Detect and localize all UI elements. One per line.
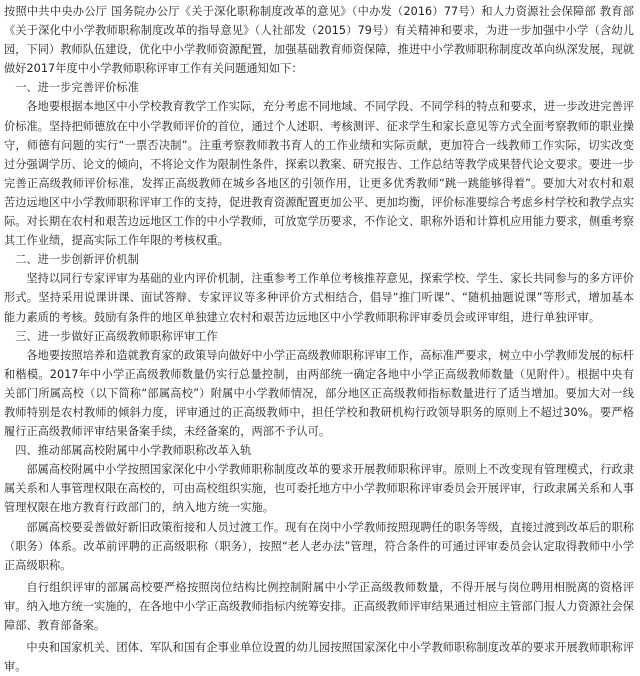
body-paragraph: 各地要按照培养和造就教育家的政策导向做好中小学正高级教师职称评审工作，高标准严要求，树立中小学教师发展的标杆和楷模。2017年中小学正高级教师数量仍实行总量控制，由两部统一确定各地中小学正高级教师数量（见附件）。根据中央有关部门所属高校（以下简称“部属高校”）附属中小学教师情况，部分地区正高级教师指标数量进行了适当增加。要加大对一线教师特别是农村教师的倾斜力度，评审通过的正高级教师中，担任学校和教研机构行政领导职务的原则上不超过30%。要严格履行正高级教师评审结果备案手续，未经备案的，两部不予认可。 (4, 348, 634, 439)
section-heading: 三、进一步做好正高级教师职称评审工作 (15, 329, 218, 343)
body-paragraph: 部属高校附属中小学按照国家深化中小学教师职称制度改革的要求开展教师职称评审。原则上不改变现有管理模式，行政隶属关系和人事管理权限在高校的，可由高校组织实施，也可委托地方中小学教师职称评审委员会开展评审，行政隶属关系和人事管理权限在地方教育行政部门的，纳入地方统一实施。 (4, 463, 634, 515)
body-paragraph: 自行组织评审的部属高校要严格按照岗位结构比例控制附属中小学正高级教师数量，不得开展与岗位聘用相脱离的资格评审。纳入地方统一实施的，在各地中小学正高级教师指标内统筹安排。正高级教师评审结果通过相应主管部门报人力资源社会保障部、教育部备案。 (4, 580, 634, 632)
body-paragraph: 各地要根据本地区中小学校教育教学工作实际，充分考虑不同地域、不同学段、不同学科的特点和要求，进一步改进完善评价标准。坚持把师德放在中小学教师评价的首位，通过个人述职、考核测评、征求学生和家长意见等方式全面考察教师的职业操守，师德有问题的实行“一票否决制”。注重考察教师教书育人的工作业绩和实际贡献，更加符合一线教师工作实际，切实改变过分强调学历、论文的倾向，不将论文作为限制性条件，探索以教案、研究报告、工作总结等教学成果替代论文要求。要进一步完善正高级教师评价标准，发挥正高级教师在城乡各地区的引领作用，让更多优秀教师“跳一跳能够得着”。要加大对农村和艰苦边远地区中小学教师职称评审工作的支持，促进教育资源配置更加公平、更加均衡，评价标准要综合考虑乡村学校和教学点实际。对长期在农村和艰苦边远地区工作的中小学教师，可放宽学历要求，不作论文、职称外语和计算机应用能力要求，侧重考察其工作业绩，提高实际工作年限的考核权重。 (4, 100, 634, 248)
body-paragraph: 中央和国家机关、团体、军队和国有企事业单位设置的幼儿园按照国家深化中小学教师职称制度改革的要求开展教师职称评审。 (4, 641, 634, 674)
section-heading: 一、进一步完善评价标准 (15, 81, 139, 95)
body-paragraph: 部属高校要妥善做好新旧政策衔接和人员过渡工作。现有在岗中小学教师按照现聘任的职务等级，直接过渡到改革后的职称（职务）体系。改革前评聘的正高级职称（职务），按照“老人老办法”管理，符合条件的可通过评审委员会认定取得教师中小学正高级职称。 (4, 520, 634, 572)
section-heading: 二、进一步创新评价机制 (15, 253, 139, 267)
intro-paragraph: 按照中共中央办公厅 国务院办公厅《关于深化职称制度改革的意见》（中办发（2016）77号）和人力资源社会保障部 教育部《关于深化中小学教师职称制度改革的指导意见》（人社部发（2015）79号）有关精神和要求，为进一步加强中小学（含幼儿园，下同）教师队伍建设，优化中小学教师资源配置，加强基础教育师资保障，推进中小学教师职称制度改革向纵深发展，现就做好2017年度中小学教师职称评审工作有关问题通知如下： (4, 5, 634, 76)
body-paragraph: 坚持以同行专家评审为基础的业内评价机制，注重参考工作单位考核推荐意见，探索学校、学生、家长共同参与的多方评价形式。坚持采用说课讲课、面试答辩、专家评议等多种评价方式相结合，倡导“推门听课”、“随机抽题说课”等形式，增加基本能力素质的考核。鼓励有条件的地区单独建立农村和艰苦边远地区中小学教师职称评审委员会或评审组，进行单独评审。 (4, 272, 634, 324)
section-heading: 四、推动部属高校附属中小学教师职称改革入轨 (15, 444, 252, 458)
